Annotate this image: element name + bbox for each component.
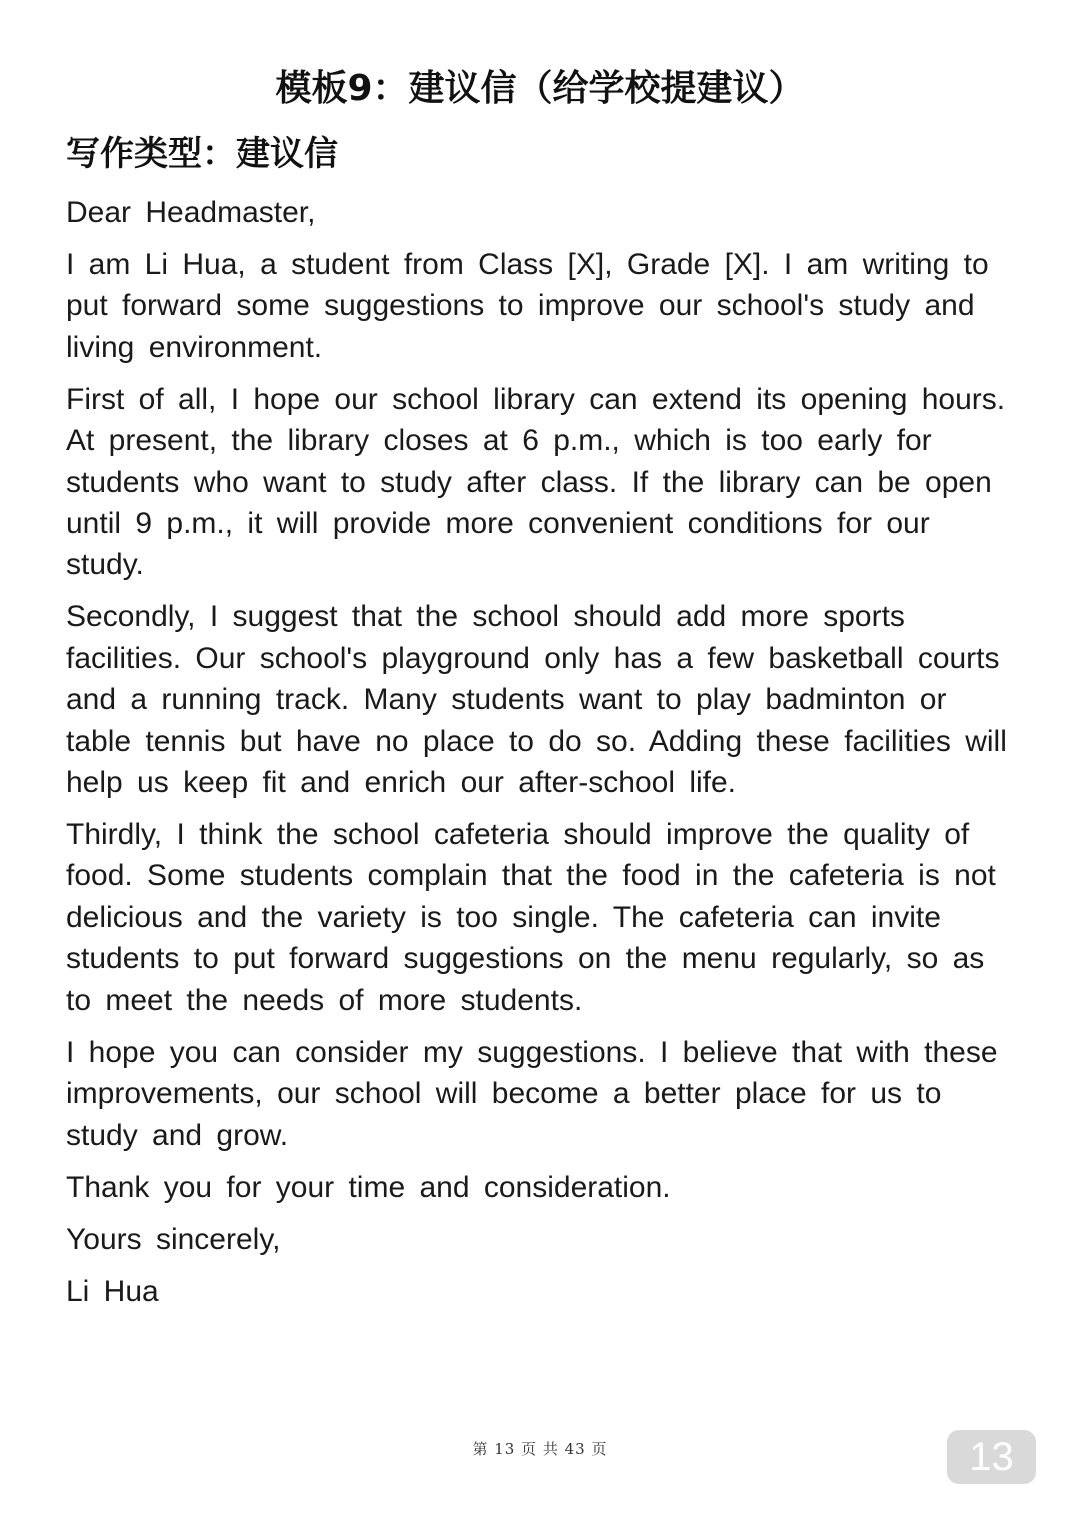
letter-closing: Yours sincerely,: [66, 1222, 281, 1256]
letter-paragraph-intro: I am Li Hua, a student from Class [X], Grade [X]. I am writing to put forward some suggestions to improve our school's study and living environment.: [66, 248, 989, 364]
letter-body: [66, 192, 1016, 1323]
letter-signature: Li Hua: [66, 1274, 159, 1308]
letter-paragraph-thanks: Thank you for your time and consideration.: [66, 1170, 671, 1204]
letter-paragraph-conclusion: I hope you can consider my suggestions. I believe that with these improvements, our school will become a better place for us to study and grow.: [66, 1035, 998, 1152]
letter-salutation: Dear Headmaster,: [66, 196, 316, 229]
letter-paragraph-sports: Secondly, I suggest that the school should add more sports facilities. Our school's playground only has a few basketball courts and a running track. Many students want to play badminton or table tennis but have no place to do so. Adding these facilities will help us keep fit and enrich our after-school life.: [66, 600, 1007, 800]
footer-page-info: 第 13 页 共 43 页: [472, 1440, 608, 1458]
page-number-badge: 13: [947, 1430, 1036, 1484]
page-title: 模板9：建议信（给学校提建议）: [275, 68, 805, 109]
letter-paragraph-cafeteria: Thirdly, I think the school cafeteria should improve the quality of food. Some students complain that the food in the cafeteria is not delicious and the variety is too single. The cafeteria can invite students to put forward suggestions on the menu regularly, so as to meet the needs of more students.: [66, 818, 996, 1017]
section-heading: 写作类型：建议信: [66, 134, 338, 174]
letter-paragraph-library: First of all, I hope our school library can extend its opening hours. At present, the library closes at 6 p.m., which is too early for students who want to study after class. If the library can be open until 9 p.m., it will provide more convenient conditions for our study.: [66, 382, 1006, 582]
